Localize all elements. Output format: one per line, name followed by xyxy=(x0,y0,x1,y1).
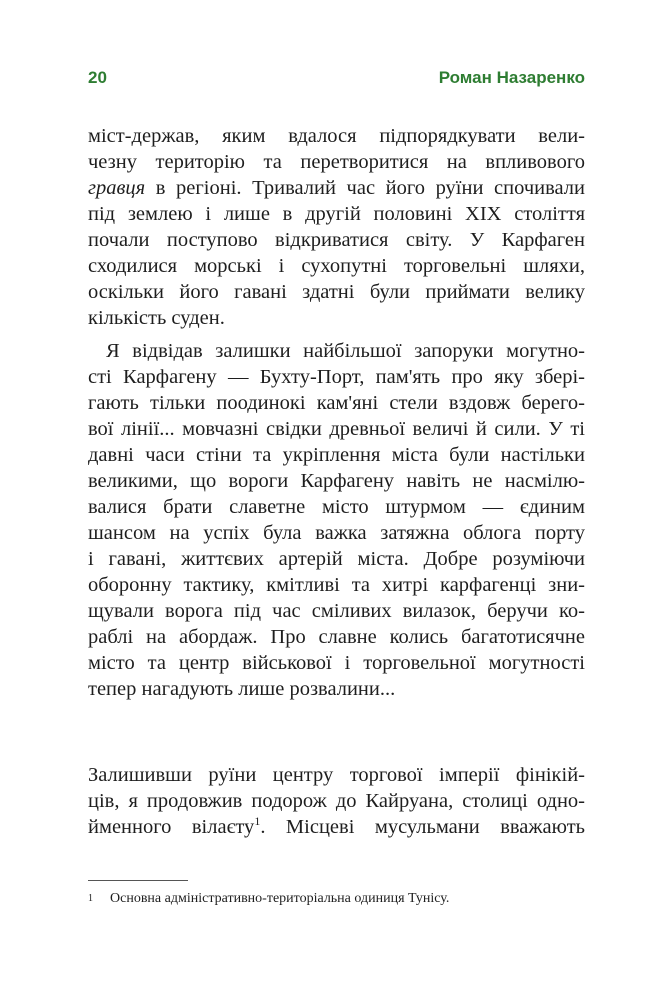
text-line: валися брати славетне місто штурмом — єдиним xyxy=(88,496,585,518)
footnote xyxy=(88,890,585,908)
text-line: Залишивши руїни центру торгової імперії фінікій- xyxy=(88,764,585,786)
text-line: місто та центр військової і торговельної могутності xyxy=(88,652,585,674)
text-line: раблі на абордаж. Про славне колись багатотисячне xyxy=(88,626,585,648)
italic-word: гравця xyxy=(88,177,146,199)
text-line: ців, я продовжив подорож до Кайруана, столиці одно- xyxy=(88,790,585,812)
text-line: гравця в регіоні. Тривалий час його руїни спочивали xyxy=(88,177,585,199)
text-line: під землею і лише в другій половині XIX століття xyxy=(88,203,585,225)
text-line: оскільки його гавані здатні були приймати велику xyxy=(88,281,585,303)
text-line: гають тільки поодинокі кам'яні стели вздовж берего- xyxy=(88,392,585,414)
footnote-reference[interactable]: 1 xyxy=(254,814,261,829)
text-line: шансом на успіх була важка затяжна облога порту xyxy=(88,522,585,544)
text-line: кількість суден. xyxy=(88,307,225,329)
text-line: давні часи стіни та укріплення міста були настільки xyxy=(88,444,585,466)
text-line: щували ворога під час сміливих вилазок, беручи ко- xyxy=(88,600,585,622)
text-line: міст-держав, яким вдалося підпорядкувати вели- xyxy=(88,125,585,147)
text-line: оборонну тактику, кмітливі та хитрі карфагенці зни- xyxy=(88,574,585,596)
text-line: сходилися морські і сухопутні торговельні шляхи, xyxy=(88,255,585,277)
footnote-rule xyxy=(88,880,188,881)
footnote-text: Основна адміністративно-територіальна одиниця Тунісу. xyxy=(110,891,450,906)
text-line: тепер нагадують лише розвалини... xyxy=(88,678,396,700)
footnote-mark: 1 xyxy=(88,893,93,904)
text-line: і гавані, життєвих артерій міста. Добре розуміючи xyxy=(88,548,585,570)
text-line: сті Карфагену — Бухту-Порт, пам'ять про яку збері- xyxy=(88,366,585,388)
text-line: йменного вілаєту$^1$. Місцеві мусульмани вважають xyxy=(88,814,586,838)
text-line: Я відвідав залишки найбільшої запоруки могутно- xyxy=(106,340,585,362)
running-head xyxy=(88,68,585,94)
page-number: 20 xyxy=(88,68,107,87)
text-line: чезну територію та перетворитися на впливового xyxy=(88,151,585,173)
running-title: Роман Назаренко xyxy=(438,68,585,87)
text-line: великими, що вороги Карфагену навіть не насмілю- xyxy=(88,470,585,492)
text-line: почали поступово відкриватися світу. У Карфаген xyxy=(88,229,585,251)
text-line: вої лінії... мовчазні свідки древньої величі й сили. У ті xyxy=(88,418,585,440)
